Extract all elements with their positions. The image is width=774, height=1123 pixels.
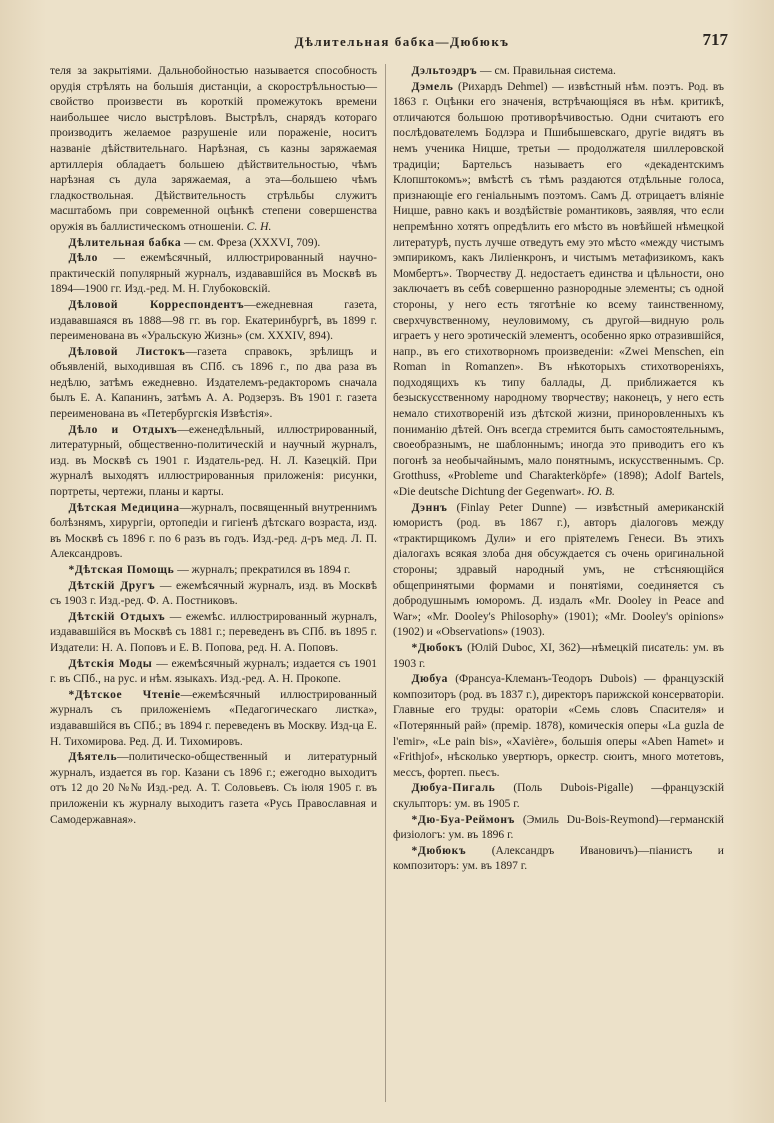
dictionary-entry — [50, 688, 377, 750]
dictionary-entry — [50, 657, 377, 688]
dictionary-entry — [393, 64, 724, 80]
entry-text: — журналъ; прекратился въ 1894 г. — [174, 564, 351, 576]
entry-text: —ежемѣсячный иллюстрированный журналъ съ приложеніемъ «Педагогическаго листка», издававшійся въ СПб.; въ 1894 г. переведенъ въ Москву. Изд-ца Е. Н. Тихомирова. Ред. Д. И. Тихомировъ. — [50, 688, 377, 748]
entry-text: — ежемѣс. иллюстрированный журналъ, издававшійся въ Москвѣ съ 1881 г.; переведенъ въ СПб. въ 1895 г. Издатели: Н. А. Поповъ и Е. В. Попова, ред. Н. А. Поповъ. — [50, 610, 377, 654]
entry-text: теля за закрытіями. Дальнобойностью называется способность орудія стрѣлять на большія дистанціи, а скорострѣльностью—свойство произвести въ короткій промежутокъ времени наибольшее число выстрѣловъ. Выстрѣлъ, снарядъ котораго производитъ желаемое разрушеніе или пораженіе, носитъ названіе дѣйствительнаго. Нарѣзная, съ казны заряжаемая артиллерія обладаетъ большею дѣйствительностью, чѣмъ нарѣзная съ дула заряжаемая, а эта—большею чѣмъ гладкоствольная. Дѣйствительность стрѣльбы служитъ масштабомъ при современной оцѣнкѣ степени совершенства оружія въ баллистическомъ отношеніи. — [50, 65, 377, 233]
dictionary-entry — [50, 236, 377, 252]
entry-headword: *Дѣтское Чтеніе — [68, 688, 181, 701]
left-column — [50, 64, 377, 828]
entry-headword: Дѣло — [68, 252, 98, 265]
entry-text: —газета справокъ, зрѣлищъ и объявленій, выходившая въ СПб. съ 1896 г., по два раза въ недѣлю, затѣмъ ежедневно. Издателемъ-редакторомъ сначала былъ Е. А. Капанинъ, затѣмъ А. А. Родзерзъ. Въ 1901 г. газета переименована въ «Петербургскія Извѣстія». — [50, 345, 377, 421]
author-signature: Ю. В. — [587, 486, 615, 499]
entry-headword: Дѣло и Отдыхъ — [68, 423, 178, 436]
entry-text: — ежемѣсячный журналъ, изд. въ Москвѣ съ 1903 г. Изд.-ред. Ф. А. Постниковъ. — [50, 579, 377, 608]
dictionary-entry — [393, 641, 724, 672]
dictionary-entry — [50, 345, 377, 423]
entry-text: —еженедѣльный, иллюстрированный, литературный, общественно-политическій и научный журналъ, изд. въ Москвѣ съ 1901 г. Издатель-ред. Н. Л. Казецкій. При журналѣ выходятъ иллюстрированныя приложенія: рисунки, портреты, чертежи, планы и карты. — [50, 423, 377, 499]
dictionary-entry — [393, 501, 724, 641]
dictionary-entry — [50, 610, 377, 657]
dictionary-entry — [393, 80, 724, 501]
entry-text: — см. Правильная система. — [477, 65, 616, 77]
dictionary-entry — [50, 64, 377, 236]
page-number: 717 — [702, 30, 728, 49]
entry-text: (Finlay Peter Dunne) — извѣстный американскій юмористъ (род. въ 1867 г.), авторъ діалоговъ между «трактирщикомъ Дули» и его пріятелемъ Генеси. Въ этихъ діалогахъ всякая злоба дня обсуждается съ очень оригинальной стороны; здравый народный умъ, не стѣсняющійся общепринятыми формами и понятіями, соединяется съ добродушнымъ юморомъ. Д. издалъ «Mr. Dooley in Peace and War»; «Mr. Dooley's Philosophy» (1901); «Mr. Dooley's opinions» (1902) и «Observations» (1903). — [393, 501, 724, 639]
dictionary-entry — [50, 251, 377, 298]
entry-headword: Дѣлительная бабка — [68, 236, 182, 249]
entry-text: (Франсуа-Клеманъ-Теодоръ Dubois) — французскій композиторъ (род. въ 1837 г.), директоръ парижской консерваторіи. Главные его труды: ораторіи «Семь словъ Спасителя» и «Потерянный рай» (премір. 1878), комическія оперы «La guzla de l'emir», «Le pain bis», «Xavière», большія оперы «Aben Hamet» и «Frithjof», нѣсколько увертюръ, оркестр. сюитъ, много мотетовъ, мессъ, фортеп. пьесъ. — [393, 673, 724, 779]
entry-headword: Дэльтоэдръ — [411, 65, 478, 77]
entry-headword: Дѣтскій Другъ — [68, 579, 156, 592]
entry-text: (Юлій Duboc, XI, 362)—нѣмецкій писатель: ум. въ 1903 г. — [393, 641, 724, 670]
entry-text: (Эмиль Du-Bois-Reymond)—германскій физіологъ: ум. въ 1896 г. — [393, 813, 724, 842]
entry-text: — ежемѣсячный журналъ; издается съ 1901 г. въ СПб., на рус. и нѣм. языкахъ. Изд.-ред. А. Н. Прокопе. — [50, 657, 377, 686]
entry-headword: Дѣловой Листокъ — [68, 345, 186, 358]
entry-headword: Дюбуа-Пигаль — [411, 782, 496, 795]
entry-text: (Поль Dubois-Pigalle) —французскій скульпторъ: ум. въ 1905 г. — [393, 782, 724, 810]
entry-text: (Рихардъ Dehmel) — извѣстный нѣм. поэтъ. Род. въ 1863 г. Оцѣнки его значенія, встрѣчающіяся въ нѣм. критикѣ, отличаются большою противорѣчивостью. Одни считаютъ его послѣдователемъ Бодлэра и Пшибышевскаго, другіе видятъ въ немъ ученика Ницше, третьи — продолжателя шиллеровской традиціи; Бартельсъ называетъ его «декадентскимъ Клопштокомъ»; вмѣстѣ съ тѣмъ раздаются отдѣльные голоса, признающіе его геніальнымъ поэтомъ. Самъ Д. отрицаетъ вліяніе Ницше, равно какъ и воздѣйствіе романтиковъ, заявляя, что если непремѣнно хотятъ опредѣлить его мѣсто въ новѣйшей нѣмецкой литературѣ, пусть лучше отведутъ ему это мѣсто «между чистымъ эмпирикомъ, какъ Лиліенкронъ, и чистымъ метафизикомъ, какъ Момбертъ». Творчеству Д. недостаетъ единства и цѣльности, оно заключаетъ въ себѣ совершенно разнородные элементы; съ одной стороны, у него есть тяготѣніе ко всему таинственному, сверхчувственному, неуловимому, съ другой—видную роль играетъ у него эротическій элементъ, особенно ярко отразившійся, напр., въ его стихотворномъ произведеніи: «Zwei Menschen, ein Roman in Romanzen». Въ нѣкоторыхъ стихотвореніяхъ, подходящихъ къ типу баллады, Д. приближается къ безыскусственному народному творчеству; наконецъ, у него есть немало стихотвореній изъ дѣтской жизни, приноровленныхъ къ пониманію дѣтей. Онъ всегда стремится быть самостоятельнымъ, своеобразнымъ, не шаблоннымъ; иногда это приводитъ его къ погонѣ за необычайнымъ, мало понятнымъ, искусственнымъ. Ср. Grotthuss, «Probleme und Charakterköpfe» (1898); Adolf Bartels, «Die deutsche Dichtung der Gegenwart». — [393, 80, 724, 499]
dictionary-entry — [50, 423, 377, 501]
dictionary-entry — [50, 501, 377, 563]
entry-headword: *Дюбокъ — [411, 641, 463, 654]
right-column — [393, 64, 724, 875]
author-signature: С. Н. — [246, 220, 272, 233]
dictionary-entry — [50, 563, 377, 579]
entry-headword: Дэннъ — [411, 501, 448, 514]
entry-headword: Дѣтскія Моды — [68, 657, 153, 670]
page-header — [70, 30, 734, 54]
dictionary-entry — [50, 750, 377, 828]
entry-text: (Александръ Ивановичъ)—піанистъ и композиторъ: ум. въ 1897 г. — [393, 844, 724, 873]
entry-headword: Дѣтская Медицина — [68, 501, 180, 514]
dictionary-entry — [393, 813, 724, 844]
dictionary-entry — [393, 781, 724, 812]
entry-headword: *Дю-Буа-Реймонъ — [411, 813, 515, 826]
entry-headword: *Дѣтская Помощь — [68, 564, 175, 576]
entry-text: —политическо-общественный и литературный журналъ, издается въ гор. Казани съ 1896 г.; ежегодно выходитъ отъ 12 до 20 №№ Изд.-ред. А. Т. Соловьевъ. Съ іюля 1905 г. въ приложеніи къ журналу выходитъ газета «Русь Православная и Самодержавная». — [50, 751, 377, 826]
running-title: Дѣлительная бабка—Дюбюкъ — [294, 34, 510, 49]
dictionary-entry — [393, 672, 724, 781]
entry-headword: Дюбуа — [411, 673, 448, 686]
entry-headword: Дѣятель — [68, 751, 118, 764]
entry-text: — ежемѣсячный, иллюстрированный научно-практическій популярный журналъ, издававшійся въ Москвѣ въ 1894—1900 гг. Изд.-ред. М. Н. Глубоковскій. — [50, 252, 377, 296]
entry-headword: Дэмель — [411, 80, 454, 93]
entry-headword: *Дюбюкъ — [411, 844, 467, 857]
entry-text: —ежедневная газета, издававшаяся въ 1888—98 гг. въ гор. Екатеринбургѣ, въ 1899 г. переименована въ «Уральскую Жизнь» (см. XXXIV, 894). — [50, 298, 377, 343]
entry-headword: Дѣтскій Отдыхъ — [68, 610, 166, 623]
dictionary-entry — [50, 298, 377, 345]
entry-headword: Дѣловой Корреспондентъ — [68, 298, 245, 311]
column-divider — [385, 64, 386, 1102]
entry-text: — см. Фреза (XXXVI, 709). — [181, 236, 321, 249]
dictionary-entry — [393, 844, 724, 875]
entry-text: —журналъ, посвященный внутреннимъ болѣзнямъ, хирургіи, ортопедіи и гигіенѣ дѣтскаго возраста, изд. въ Москвѣ съ 1896 г. по 6 разъ въ годъ. Изд.-ред. д-ръ мед. Л. П. Александровъ. — [50, 501, 377, 561]
dictionary-entry — [50, 579, 377, 610]
